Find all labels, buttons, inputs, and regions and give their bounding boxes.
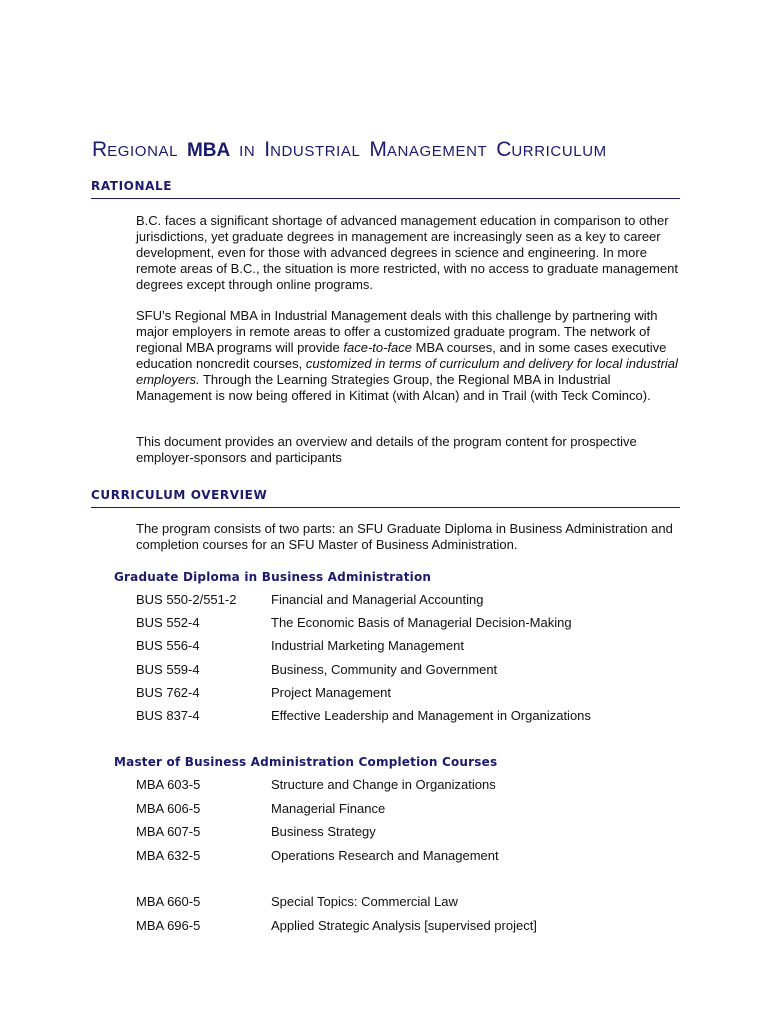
course-row bbox=[136, 638, 464, 654]
course-name: The Economic Basis of Managerial Decision-Making bbox=[271, 615, 572, 630]
course-code: MBA 660-5 bbox=[136, 894, 201, 909]
emphasis-text: face-to-face bbox=[343, 340, 413, 355]
course-name: Business, Community and Government bbox=[271, 662, 498, 677]
course-name: Structure and Change in Organizations bbox=[271, 777, 496, 792]
text-run: SFU’s Regional MBA in Industrial Management deals with this challenge by partnering with major employers in remote areas to offer a customized graduate program. The network of regional MBA programs will provide bbox=[136, 308, 658, 355]
course-code: BUS 552-4 bbox=[136, 615, 200, 630]
rationale-paragraph-3: This document provides an overview and details of the program content for prospective employer-sponsors and participants bbox=[136, 434, 637, 465]
title-word: MBA bbox=[186, 140, 231, 161]
course-row bbox=[136, 592, 483, 608]
emphasis-text: customized in terms of curriculum and delivery for local industrial employers. bbox=[136, 356, 678, 387]
course-name: Special Topics: Commercial Law bbox=[271, 894, 458, 909]
overview-paragraph: The program consists of two parts: an SFU Graduate Diploma in Business Administration and completion courses for an SFU Master of Business Administration. bbox=[136, 521, 673, 552]
page-title bbox=[92, 130, 732, 167]
course-row bbox=[136, 777, 496, 793]
rationale-heading: RATIONALE bbox=[91, 178, 680, 199]
course-name: Effective Leadership and Management in Organizations bbox=[271, 708, 591, 723]
mba-heading: Master of Business Administration Completion Courses bbox=[114, 755, 498, 769]
title-word: EGIONAL bbox=[107, 143, 179, 160]
course-code: MBA 607-5 bbox=[136, 824, 201, 839]
title-word: URRICULUM bbox=[511, 143, 607, 160]
course-row bbox=[136, 848, 499, 864]
title-initial: I bbox=[264, 138, 271, 161]
course-row bbox=[136, 615, 572, 631]
course-row bbox=[136, 918, 537, 934]
course-code: BUS 559-4 bbox=[136, 662, 200, 677]
course-row bbox=[136, 801, 385, 817]
title-word: NDUSTRIAL bbox=[270, 143, 361, 160]
course-name: Operations Research and Management bbox=[271, 848, 499, 863]
course-name: Business Strategy bbox=[271, 824, 376, 839]
course-row bbox=[136, 708, 591, 724]
course-name: Managerial Finance bbox=[271, 801, 386, 816]
course-row bbox=[136, 685, 391, 701]
course-name: Industrial Marketing Management bbox=[271, 638, 464, 653]
title-initial: M bbox=[369, 138, 387, 161]
course-code: MBA 606-5 bbox=[136, 801, 201, 816]
course-code: MBA 632-5 bbox=[136, 848, 201, 863]
text-run: Through the Learning Strategies Group, the Regional MBA in Industrial Management is now being offered in Kitimat (with Alcan) and in Trail (with Teck Cominco). bbox=[136, 372, 651, 403]
course-code: BUS 837-4 bbox=[136, 708, 200, 723]
rationale-paragraph-1: B.C. faces a significant shortage of advanced management education in comparison to other jurisdictions, yet graduate degrees in management are increasingly seen as a key to career development, even for those with advanced degrees in science and engineering. In more remote areas of B.C., the situation is more restricted, with no access to graduate management degrees except through online programs. bbox=[136, 213, 678, 292]
title-initial: R bbox=[92, 138, 108, 161]
curriculum-overview-heading: CURRICULUM OVERVIEW bbox=[91, 487, 680, 508]
course-row bbox=[136, 824, 376, 840]
course-code: BUS 550-2/551-2 bbox=[136, 592, 237, 607]
course-code: MBA 696-5 bbox=[136, 918, 201, 933]
course-code: BUS 556-4 bbox=[136, 638, 200, 653]
course-name: Applied Strategic Analysis [supervised project] bbox=[271, 918, 537, 933]
course-name: Financial and Managerial Accounting bbox=[271, 592, 484, 607]
course-row bbox=[136, 662, 497, 678]
course-name: Project Management bbox=[271, 685, 391, 700]
course-row bbox=[136, 894, 458, 910]
rationale-paragraph-2 bbox=[136, 308, 682, 404]
course-code: MBA 603-5 bbox=[136, 777, 201, 792]
title-word: IN bbox=[239, 143, 256, 160]
diploma-heading: Graduate Diploma in Business Administration bbox=[114, 570, 432, 584]
title-word: ANAGEMENT bbox=[386, 143, 488, 160]
text-run: MBA courses, and in some cases executive education noncredit courses, bbox=[136, 340, 667, 371]
title-initial: C bbox=[496, 138, 512, 161]
course-code: BUS 762-4 bbox=[136, 685, 200, 700]
